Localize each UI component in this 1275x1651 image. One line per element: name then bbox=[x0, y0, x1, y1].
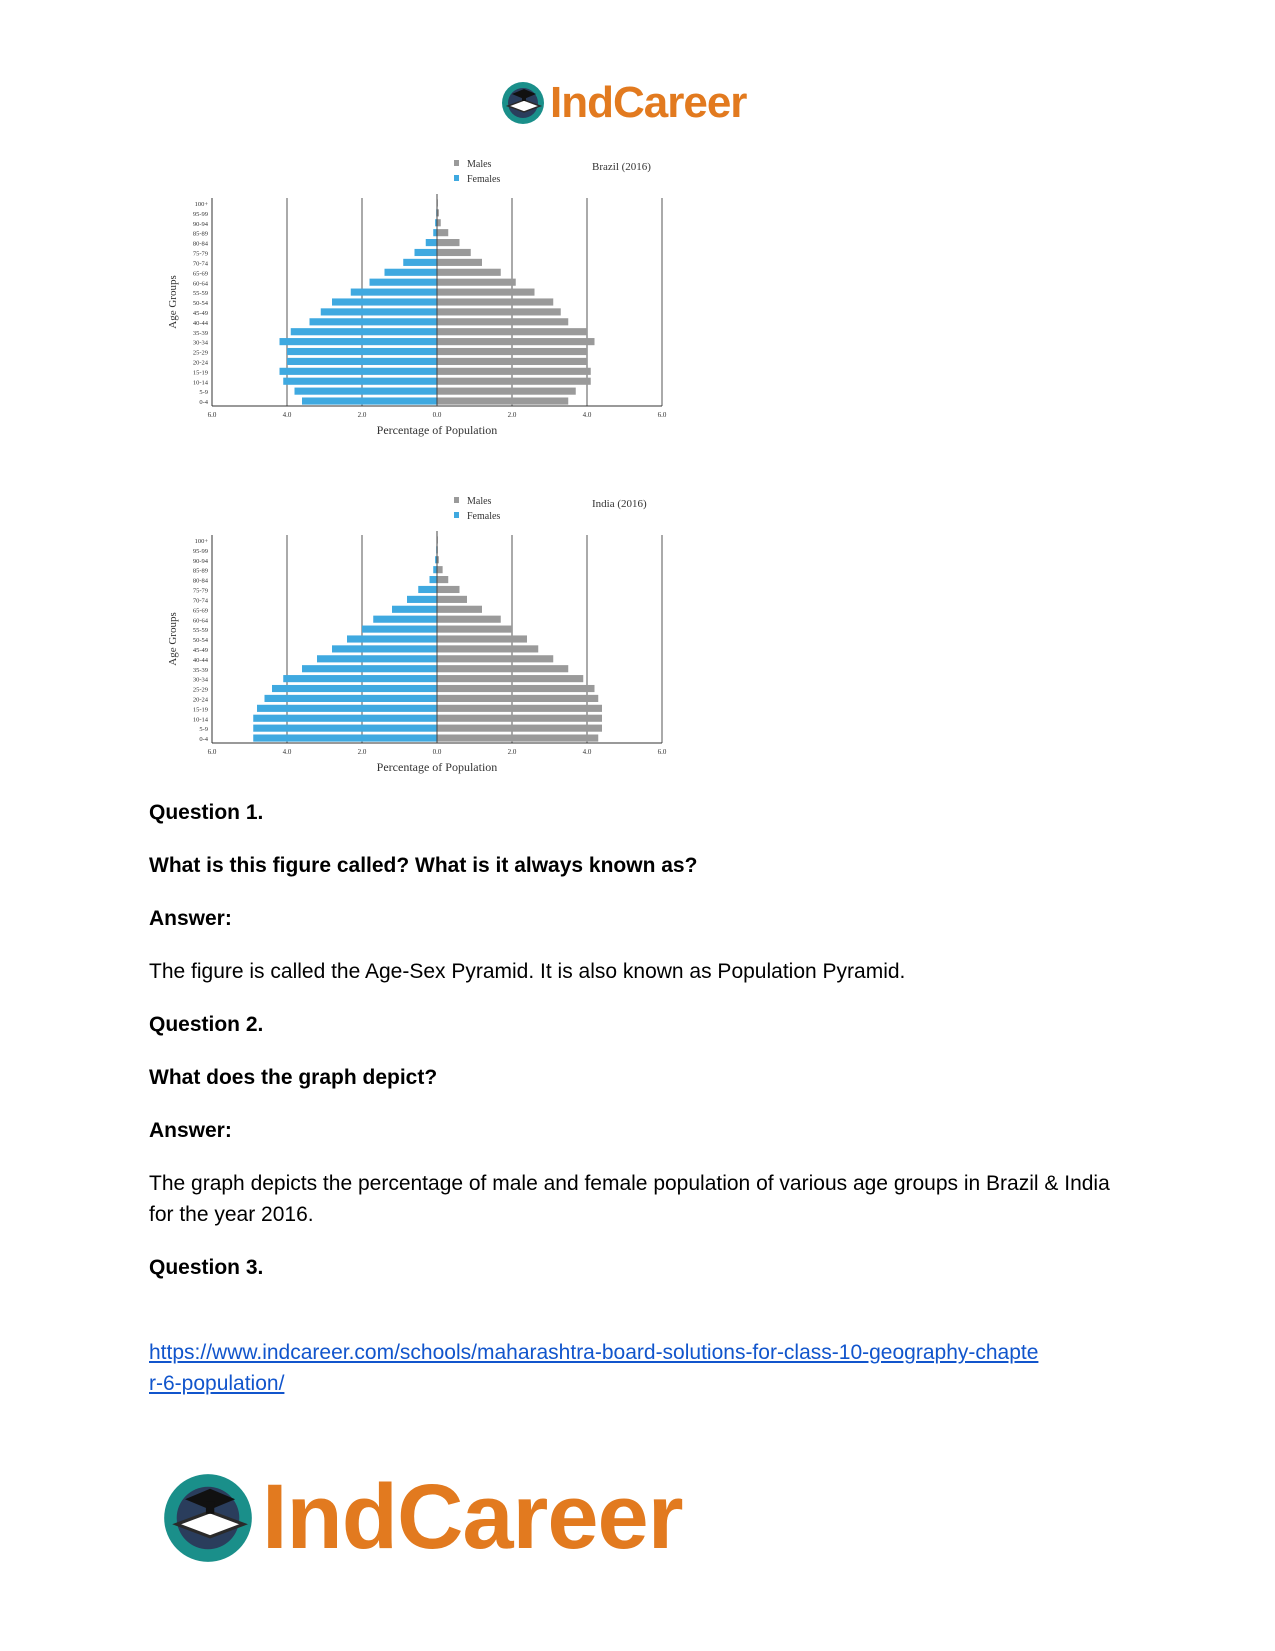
bar-male-10-14 bbox=[437, 378, 591, 385]
x-tick-label: 0.0 bbox=[432, 411, 442, 419]
y-tick-label: 100+ bbox=[194, 201, 208, 209]
y-axis-label: Age Groups bbox=[167, 275, 179, 329]
bar-male-35-39 bbox=[437, 665, 568, 672]
y-tick-label: 50-54 bbox=[192, 637, 208, 645]
y-tick-label: 60-64 bbox=[192, 617, 208, 625]
question-2-label: Question 2. bbox=[149, 1013, 264, 1036]
bar-female-70-74 bbox=[407, 596, 437, 603]
y-tick-label: 70-74 bbox=[192, 597, 208, 605]
y-tick-label: 25-29 bbox=[192, 349, 208, 357]
y-tick-label: 35-39 bbox=[192, 329, 208, 337]
logo-text: IndCareer bbox=[262, 1466, 683, 1568]
y-tick-label: 100+ bbox=[194, 538, 208, 546]
bar-female-70-74 bbox=[403, 259, 437, 266]
answer-2-text: The graph depicts the percentage of male and female population of various age groups in Brazil & India for the year 2016. bbox=[149, 1172, 1110, 1226]
bar-male-40-44 bbox=[437, 655, 553, 662]
bar-male-50-54 bbox=[437, 298, 553, 305]
y-tick-label: 75-79 bbox=[192, 587, 208, 595]
source-link-line-2: r-6-population/ bbox=[149, 1372, 285, 1395]
bar-male-70-74 bbox=[437, 596, 467, 603]
bar-female-80-84 bbox=[426, 239, 437, 246]
bar-male-75-79 bbox=[437, 249, 471, 256]
india-chart-svg bbox=[150, 485, 720, 805]
bar-male-45-49 bbox=[437, 308, 561, 315]
bar-male-0-4 bbox=[437, 734, 598, 741]
bar-female-25-29 bbox=[272, 685, 437, 692]
bar-male-15-19 bbox=[437, 705, 602, 712]
bar-female-75-79 bbox=[418, 586, 437, 593]
bar-male-30-34 bbox=[437, 675, 583, 682]
x-tick-label: 6.0 bbox=[657, 748, 667, 756]
x-tick-label: 4.0 bbox=[582, 411, 592, 419]
bar-male-5-9 bbox=[437, 388, 576, 395]
x-tick-label: 2.0 bbox=[507, 748, 517, 756]
y-tick-label: 10-14 bbox=[192, 379, 208, 387]
bar-female-35-39 bbox=[291, 328, 437, 335]
answer-1-text: The figure is called the Age-Sex Pyramid. It is also known as Population Pyramid. bbox=[149, 960, 906, 983]
y-tick-label: 40-44 bbox=[192, 319, 208, 327]
legend-swatch-females bbox=[454, 512, 459, 518]
footer-link-block bbox=[149, 1337, 1129, 1399]
x-tick-label: 4.0 bbox=[282, 748, 292, 756]
x-axis-label: Percentage of Population bbox=[376, 760, 498, 774]
bar-female-15-19 bbox=[280, 368, 438, 375]
y-tick-label: 75-79 bbox=[192, 250, 208, 258]
bar-female-55-59 bbox=[362, 626, 437, 633]
bar-male-65-69 bbox=[437, 606, 482, 613]
y-tick-label: 60-64 bbox=[192, 280, 208, 288]
y-tick-label: 25-29 bbox=[192, 686, 208, 694]
bar-male-70-74 bbox=[437, 259, 482, 266]
bar-male-55-59 bbox=[437, 289, 535, 296]
bar-male-35-39 bbox=[437, 328, 587, 335]
india-pyramid-chart bbox=[150, 485, 720, 805]
y-tick-label: 50-54 bbox=[192, 300, 208, 308]
bar-male-85-89 bbox=[437, 229, 448, 236]
bar-male-85-89 bbox=[437, 566, 443, 573]
bar-male-40-44 bbox=[437, 318, 568, 325]
y-axis-label: Age Groups bbox=[167, 612, 179, 666]
header-logo bbox=[500, 78, 746, 128]
y-tick-label: 55-59 bbox=[192, 627, 208, 635]
y-tick-label: 20-24 bbox=[192, 696, 208, 704]
bar-male-80-84 bbox=[437, 576, 448, 583]
y-tick-label: 5-9 bbox=[199, 389, 208, 397]
legend-swatch-females bbox=[454, 175, 459, 181]
bar-female-20-24 bbox=[287, 358, 437, 365]
bar-female-35-39 bbox=[302, 665, 437, 672]
y-tick-label: 90-94 bbox=[192, 557, 208, 565]
x-tick-label: 4.0 bbox=[282, 411, 292, 419]
bar-male-60-64 bbox=[437, 616, 501, 623]
legend-swatch-males bbox=[454, 497, 459, 503]
bar-female-10-14 bbox=[283, 378, 437, 385]
y-tick-label: 65-69 bbox=[192, 607, 208, 615]
legend-label-females: Females bbox=[467, 511, 501, 522]
y-tick-label: 55-59 bbox=[192, 290, 208, 298]
bar-male-25-29 bbox=[437, 685, 595, 692]
graduation-book-icon bbox=[500, 80, 546, 126]
legend-swatch-males bbox=[454, 160, 459, 166]
logo-text: IndCareer bbox=[550, 78, 747, 127]
answer-1-label: Answer: bbox=[149, 907, 232, 930]
bar-female-15-19 bbox=[257, 705, 437, 712]
bar-female-5-9 bbox=[253, 725, 437, 732]
bar-female-0-4 bbox=[302, 397, 437, 404]
bar-female-45-49 bbox=[332, 645, 437, 652]
bar-female-80-84 bbox=[430, 576, 438, 583]
bar-female-65-69 bbox=[392, 606, 437, 613]
y-tick-label: 95-99 bbox=[192, 210, 208, 218]
x-tick-label: 2.0 bbox=[357, 411, 367, 419]
bar-female-45-49 bbox=[321, 308, 437, 315]
y-tick-label: 0-4 bbox=[199, 399, 208, 407]
bar-female-60-64 bbox=[373, 616, 437, 623]
y-tick-label: 20-24 bbox=[192, 359, 208, 367]
y-tick-label: 80-84 bbox=[192, 577, 208, 585]
x-tick-label: 0.0 bbox=[432, 748, 442, 756]
bar-female-0-4 bbox=[253, 734, 437, 741]
y-tick-label: 85-89 bbox=[192, 567, 208, 575]
x-axis-label: Percentage of Population bbox=[376, 423, 498, 437]
y-tick-label: 45-49 bbox=[192, 309, 208, 317]
x-tick-label: 4.0 bbox=[582, 748, 592, 756]
bar-female-30-34 bbox=[283, 675, 437, 682]
bar-male-15-19 bbox=[437, 368, 591, 375]
legend-label-males: Males bbox=[467, 159, 492, 170]
y-tick-label: 5-9 bbox=[199, 726, 208, 734]
bar-female-20-24 bbox=[265, 695, 438, 702]
y-tick-label: 10-14 bbox=[192, 716, 208, 724]
bar-female-30-34 bbox=[280, 338, 438, 345]
y-tick-label: 30-34 bbox=[192, 339, 208, 347]
source-link[interactable] bbox=[149, 1341, 1038, 1395]
y-tick-label: 65-69 bbox=[192, 270, 208, 278]
bar-female-50-54 bbox=[332, 298, 437, 305]
y-tick-label: 70-74 bbox=[192, 260, 208, 268]
bar-male-20-24 bbox=[437, 358, 587, 365]
bar-female-75-79 bbox=[415, 249, 438, 256]
bar-male-5-9 bbox=[437, 725, 602, 732]
bar-male-30-34 bbox=[437, 338, 595, 345]
x-tick-label: 2.0 bbox=[357, 748, 367, 756]
question-1-text: What is this figure called? What is it always known as? bbox=[149, 854, 698, 877]
y-tick-label: 30-34 bbox=[192, 676, 208, 684]
bar-male-0-4 bbox=[437, 397, 568, 404]
y-tick-label: 90-94 bbox=[192, 220, 208, 228]
bar-male-45-49 bbox=[437, 645, 538, 652]
bar-male-90-94 bbox=[437, 219, 441, 226]
question-2-text: What does the graph depict? bbox=[149, 1066, 438, 1089]
y-tick-label: 95-99 bbox=[192, 547, 208, 555]
y-tick-label: 80-84 bbox=[192, 240, 208, 248]
footer-logo bbox=[160, 1465, 683, 1570]
bar-female-5-9 bbox=[295, 388, 438, 395]
answer-2-label: Answer: bbox=[149, 1119, 232, 1142]
bar-male-65-69 bbox=[437, 269, 501, 276]
bar-male-20-24 bbox=[437, 695, 598, 702]
bar-female-60-64 bbox=[370, 279, 438, 286]
question-1-label: Question 1. bbox=[149, 801, 264, 824]
chart-title: India (2016) bbox=[592, 498, 647, 510]
y-tick-label: 85-89 bbox=[192, 230, 208, 238]
bar-female-10-14 bbox=[253, 715, 437, 722]
legend-label-females: Females bbox=[467, 174, 501, 185]
bar-female-40-44 bbox=[317, 655, 437, 662]
x-tick-label: 6.0 bbox=[207, 411, 217, 419]
bar-male-55-59 bbox=[437, 626, 512, 633]
bar-female-85-89 bbox=[433, 229, 437, 236]
bar-female-85-89 bbox=[433, 566, 437, 573]
y-tick-label: 40-44 bbox=[192, 656, 208, 664]
bar-female-40-44 bbox=[310, 318, 438, 325]
x-tick-label: 2.0 bbox=[507, 411, 517, 419]
bar-female-65-69 bbox=[385, 269, 438, 276]
legend-label-males: Males bbox=[467, 496, 492, 507]
graduation-book-icon bbox=[160, 1470, 256, 1566]
bar-female-55-59 bbox=[351, 289, 437, 296]
bar-female-25-29 bbox=[287, 348, 437, 355]
bar-female-50-54 bbox=[347, 635, 437, 642]
bar-male-60-64 bbox=[437, 279, 516, 286]
y-tick-label: 15-19 bbox=[192, 706, 208, 714]
brazil-pyramid-chart bbox=[150, 148, 720, 468]
source-link-line-1: https://www.indcareer.com/schools/maharashtra-board-solutions-for-class-10-geography-chapte bbox=[149, 1341, 1039, 1364]
y-tick-label: 15-19 bbox=[192, 369, 208, 377]
bar-male-50-54 bbox=[437, 635, 527, 642]
brazil-chart-svg bbox=[150, 148, 720, 468]
x-tick-label: 6.0 bbox=[207, 748, 217, 756]
bar-male-75-79 bbox=[437, 586, 460, 593]
bar-male-10-14 bbox=[437, 715, 602, 722]
x-tick-label: 6.0 bbox=[657, 411, 667, 419]
y-tick-label: 45-49 bbox=[192, 646, 208, 654]
y-tick-label: 0-4 bbox=[199, 736, 208, 744]
bar-male-80-84 bbox=[437, 239, 460, 246]
bar-male-25-29 bbox=[437, 348, 587, 355]
chart-title: Brazil (2016) bbox=[592, 161, 651, 173]
question-3-label: Question 3. bbox=[149, 1256, 264, 1279]
y-tick-label: 35-39 bbox=[192, 666, 208, 674]
